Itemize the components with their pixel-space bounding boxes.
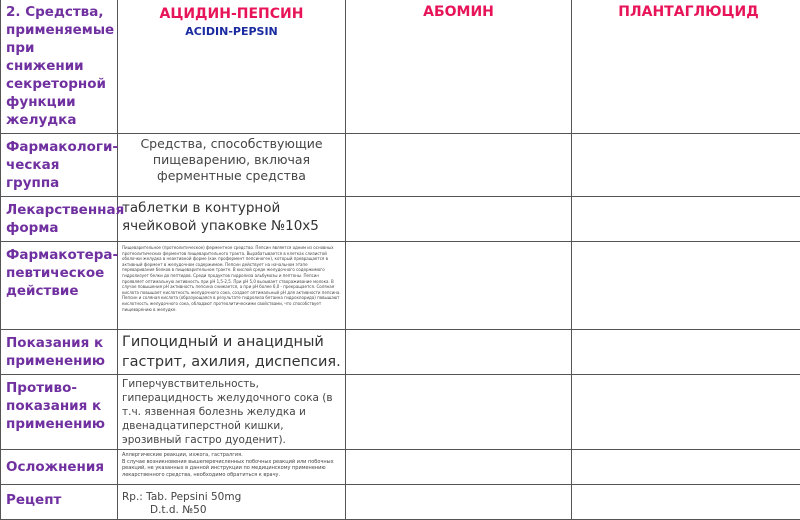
- row-value: таблетки в контурной ячейковой упаковке №10х5: [118, 197, 346, 242]
- drug1-latin: ACIDIN-PEPSIN: [122, 25, 341, 38]
- table-row: [1, 485, 800, 520]
- table-corner-title: 2. Средства, применяемые при снижении секреторной функции желудка: [1, 0, 118, 134]
- table-row: [1, 375, 800, 450]
- drug1-header: [118, 0, 346, 134]
- row-label: Фармакологи-ческая группа: [1, 134, 118, 197]
- drug3-header: ПЛАНТАГЛЮЦИД: [572, 0, 800, 134]
- complications-note: В случае возникновения вышеперечисленных побочных реакций или побочных реакций, не указанных в данной инструкции по медицинскому применению лекарственного средства, необходимо обратиться к врачу.: [122, 459, 341, 479]
- row-label: Рецепт: [1, 485, 118, 520]
- row-label: Фармакотера-певтическое действие: [1, 242, 118, 330]
- table-row: [1, 197, 800, 242]
- row-label: Показания к применению: [1, 330, 118, 375]
- row-value: Пищеварительное (протеолитическое) ферментное средство. Пепсин является одним из основных протеолитических ферментов пищеварительного тракта. Вырабатывается в клетках слизистой оболочки желудка в неактивной форме (как профермент пепсиноген), который превращается в активный фермент в желудочном содержимом. Пепсин действует на начальном этапе переваривания белков в пищеварительном тракте. В кислой среде желудочного содержимого гидролизует белки до пептидов. Среди продуктов гидролиза альбумозы и пептоны. Пепсин проявляет оптимальную активность при pH 1,5-2,5. При pH 5,0 вызывает створаживание молока. В случае повышения pH активность пепсина снижается, а при pH более 6,0 - прекращается. Соляная кислота повышает кислотность желудочного сока, создает оптимальный pH для активности пепсина. Пепсин и соляная кислота (образующаяся в результате гидролиза бетаина гидрохлорида) повышают кислотность желудочного сока, обладают протеолитическими свойствами, что способствует пищеварению в желудке.: [118, 242, 346, 330]
- drug1-name: АЦИДИН-ПЕПСИН: [122, 1, 341, 22]
- table-row: [1, 134, 800, 197]
- table-row: [1, 242, 800, 330]
- prescription-line1: Rp.: Tab. Pepsini 50mg: [122, 491, 341, 504]
- row-label: Лекарственная форма: [1, 197, 118, 242]
- row-value: Гиперчувствительность, гиперацидность желудочного сока (в т.ч. язвенная болезнь желудка и двенадцатиперстной кишки, эрозивный гастро дуоденит).: [118, 375, 346, 450]
- row-value: Гипоцидный и анацидный гастрит, ахилия, диспепсия.: [118, 330, 346, 375]
- row-value: Средства, способствующие пищеварению, включая ферментные средства: [118, 134, 346, 197]
- prescription-line2: D.t.d. №50: [122, 504, 341, 517]
- drug2-header: АБОМИН: [346, 0, 572, 134]
- table-row: [1, 330, 800, 375]
- table-row: [1, 450, 800, 485]
- row-label: Противо-показания к применению: [1, 375, 118, 450]
- row-value: [118, 485, 346, 520]
- row-label: Осложнения: [1, 450, 118, 485]
- complications-text: Аллергические реакции, изжога, гастралгия.: [122, 452, 341, 459]
- row-value: [118, 450, 346, 485]
